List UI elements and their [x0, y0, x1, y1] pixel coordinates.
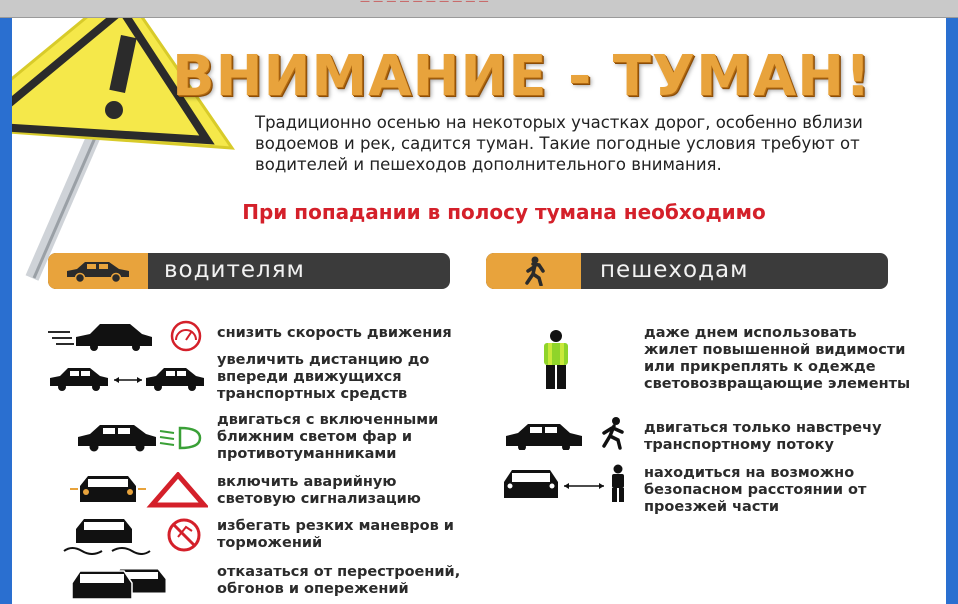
drivers-label: водителям	[164, 257, 305, 283]
no-overtaking-icon	[68, 563, 168, 604]
browser-top-bar	[0, 0, 958, 18]
pedestrian-item-2: двигаться только навстречу транспортному потоку	[644, 420, 882, 453]
pedestrian-item-1: даже днем использовать жилет повышенной видимости или прикреплять к одежде световозвращающие элементы	[644, 325, 911, 392]
driver-item-6: отказаться от перестроений, обгонов и опережений	[217, 564, 461, 597]
top-bar-text: — — — — — — — — — —	[360, 0, 489, 7]
poster-headline: ВНИМАНИЕ - ТУМАН!	[172, 44, 872, 109]
walking-person-icon	[486, 253, 581, 289]
driver-item-4: включить аварийную световую сигнализацию	[217, 474, 421, 507]
section-subheading: При попадании в полосу тумана необходимо	[242, 200, 766, 224]
walk-facing-traffic-icon	[504, 416, 634, 450]
car-distance-icon	[48, 364, 210, 392]
reflective-vest-person-icon	[536, 330, 576, 390]
driver-item-3: двигаться с включенными ближним светом фар и противотуманниками	[217, 412, 439, 462]
hazard-lights-icon	[70, 472, 208, 508]
pedestrians-label: пешеходам	[600, 257, 749, 283]
driver-item-2: увеличить дистанцию до впереди движущихся транспортных средств	[217, 352, 430, 402]
fog-warning-poster	[12, 18, 946, 604]
intro-paragraph: Традиционно осенью на некоторых участках дорог, особенно вблизи водоемов и рек, садится туман. Такие погодные условия требуют от водителей и пешеходов дополнительного внимания.	[255, 113, 863, 174]
safe-distance-from-road-icon	[500, 464, 632, 504]
driver-item-1: снизить скорость движения	[217, 325, 452, 341]
pedestrians-header	[486, 253, 888, 289]
drivers-header	[48, 253, 450, 289]
car-icon	[48, 253, 148, 289]
no-braking-icon	[62, 515, 208, 555]
low-beam-headlight-icon	[76, 422, 206, 452]
pedestrian-item-3: находиться на возможно безопасном расстоянии от проезжей части	[644, 465, 867, 515]
driver-item-5: избегать резких маневров и торможений	[217, 518, 454, 551]
speeding-car-speedometer-icon	[48, 320, 210, 352]
